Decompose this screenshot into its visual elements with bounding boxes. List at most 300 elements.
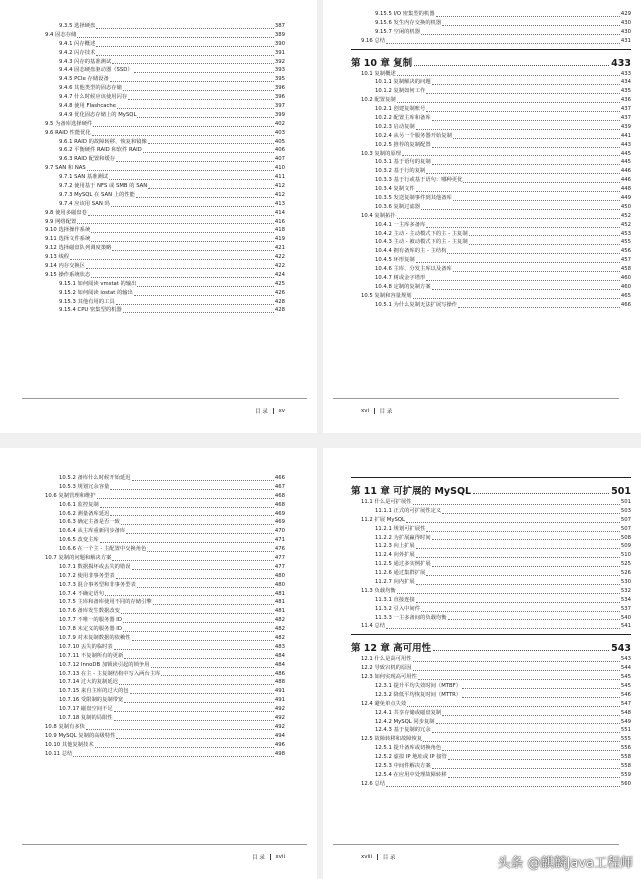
dot-leader	[426, 280, 620, 281]
toc-section-entry[interactable]	[361, 780, 631, 789]
toc-entry-page: 449	[620, 195, 631, 202]
toc-entry-page: 391	[274, 49, 285, 56]
toc-subsection-entry[interactable]	[45, 696, 285, 705]
dot-leader	[86, 729, 274, 730]
toc-entry-page: 458	[620, 266, 631, 273]
toc-subsection-entry[interactable]	[361, 28, 631, 37]
toc-subsection-entry[interactable]	[361, 605, 631, 614]
dot-leader	[100, 542, 274, 543]
dot-leader	[128, 99, 274, 100]
toc-subsection-entry[interactable]	[45, 714, 285, 723]
toc-section-entry[interactable]	[361, 516, 631, 525]
toc-subsection-entry[interactable]	[45, 501, 285, 510]
dot-leader	[416, 191, 620, 192]
toc-subsection-entry[interactable]	[361, 78, 631, 87]
footer-rule	[333, 398, 619, 399]
toc-section-entry[interactable]	[45, 741, 285, 750]
toc-entry-page: 509	[620, 543, 631, 550]
toc-subsection-entry[interactable]	[361, 569, 631, 578]
dot-leader	[137, 587, 274, 588]
dot-leader	[137, 286, 273, 287]
toc-subsection-entry[interactable]	[45, 49, 285, 58]
toc-entry-page: 387	[274, 22, 285, 29]
toc-entry-page: 492	[274, 706, 285, 713]
toc-entry-title: 第 12 章 高可用性	[351, 643, 432, 655]
toc-entry-page: 406	[274, 147, 285, 154]
toc-entry-page: 446	[620, 177, 631, 184]
toc-entry-page: 433	[620, 70, 631, 77]
toc-entry-page: 543	[611, 643, 631, 655]
dot-leader	[105, 595, 274, 596]
toc-entry-title: 10.7.14 过大的复制延迟	[59, 679, 118, 686]
toc-entry-title: 10.2.1 创建复制账号	[375, 106, 426, 113]
toc-entry-title: 9.6.1 RAID 的故障转移、恢复和镜像	[59, 138, 147, 145]
toc-entry-page: 466	[274, 474, 285, 481]
toc-entry-title: 10.7.9 对未复制数据的依赖性	[59, 635, 131, 642]
toc-subsection-entry[interactable]	[45, 102, 285, 111]
toc-section-entry[interactable]	[361, 673, 631, 682]
toc-entry-title: 11.3.2 引入中间件	[375, 605, 421, 612]
toc-subsection-entry[interactable]	[45, 634, 285, 643]
toc-subsection-entry[interactable]	[361, 691, 631, 700]
toc-subsection-entry[interactable]	[361, 709, 631, 718]
dot-leader	[436, 723, 620, 724]
dot-leader	[114, 711, 274, 712]
dot-leader	[442, 750, 620, 751]
toc-subsection-entry[interactable]	[361, 265, 631, 274]
toc-entry-title: 9.7 SAN 和 NAS	[45, 165, 86, 172]
toc-subsection-entry[interactable]	[361, 10, 631, 19]
toc-entry-title: 10.2.4 从另一个服务器开始复制	[375, 132, 452, 139]
toc-entry-page: 431	[620, 37, 631, 44]
toc-subsection-entry[interactable]	[45, 510, 285, 519]
toc-subsection-entry[interactable]	[45, 643, 285, 652]
toc-entry-title: 9.10 选择操作系统	[45, 227, 91, 234]
dot-leader	[436, 16, 620, 17]
toc-entry-title: 9.4.3 闪存的基准测试	[59, 58, 112, 65]
toc-subsection-entry[interactable]	[361, 744, 631, 753]
toc-page-4	[323, 448, 641, 879]
toc-entry-title: 11.2.5 通过多实例扩展	[375, 561, 431, 568]
toc-entry-title: 9.5 为备库选择硬件	[45, 120, 93, 127]
toc-entry-page: 411	[274, 174, 285, 181]
page-footer	[252, 853, 285, 861]
toc-entry-title: 10.10 其他复制技术	[45, 741, 94, 748]
toc-entry-title: 10.4.3 主动 - 被动模式下的主 - 主复制	[375, 239, 468, 246]
toc-entry-page: 439	[620, 123, 631, 130]
toc-entry-page: 453	[620, 230, 631, 237]
dot-leader	[421, 611, 620, 612]
toc-entry-title: 9.6.3 RAID 配置和缓存	[59, 156, 116, 163]
toc-entry-title: 11.2.4 向外扩展	[375, 552, 415, 559]
toc-entry-page: 530	[620, 579, 631, 585]
toc-subsection-entry[interactable]	[361, 682, 631, 691]
toc-entry-title: 9.4.5 PCIe 存储设备	[59, 76, 109, 83]
toc-entry-title: 9.4.1 闪存概述	[59, 40, 96, 47]
toc-section-entry[interactable]	[45, 209, 285, 218]
toc-subsection-entry[interactable]	[45, 536, 285, 545]
toc-section-entry[interactable]	[361, 37, 631, 46]
toc-entry-page: 434	[620, 79, 631, 86]
dot-leader	[130, 693, 274, 694]
toc-subsection-entry[interactable]	[45, 289, 285, 298]
toc-entry-title: 12.5.1 提升备库或切换角色	[375, 745, 442, 752]
dot-leader	[418, 679, 620, 680]
toc-subsection-entry[interactable]	[361, 176, 631, 185]
toc-entry-title: 9.4 固态存储	[45, 31, 77, 38]
toc-subsection-entry[interactable]	[361, 718, 631, 727]
toc-chapter-heading[interactable]	[351, 634, 631, 654]
toc-subsection-entry[interactable]	[361, 614, 631, 623]
toc-entry-title: 9.8 使用多磁盘卷	[45, 209, 87, 216]
toc-entry-page: 445	[620, 150, 631, 157]
dot-leader	[432, 289, 620, 290]
dot-leader	[462, 688, 620, 689]
toc-entry-page: 558	[620, 763, 631, 770]
toc-entry-page: 477	[274, 563, 285, 570]
toc-subsection-entry[interactable]	[361, 560, 631, 569]
toc-entry-page: 392	[274, 58, 285, 65]
toc-subsection-entry[interactable]	[45, 527, 285, 536]
toc-section-entry[interactable]	[361, 700, 631, 709]
footer-separator	[377, 854, 378, 860]
toc-entry-page: 484	[274, 661, 285, 668]
dot-leader	[112, 250, 273, 251]
toc-section-entry[interactable]	[45, 732, 285, 741]
toc-entry-title: 10.3.5 发送复制事件到其他备库	[375, 195, 452, 202]
toc-subsection-entry[interactable]	[361, 507, 631, 516]
toc-subsection-entry[interactable]	[45, 307, 285, 316]
dot-leader	[77, 223, 274, 224]
toc-subsection-entry[interactable]	[361, 274, 631, 283]
toc-subsection-entry[interactable]	[361, 132, 631, 141]
toc-entry-title: 12.3 如何实现高可用性	[361, 674, 417, 681]
dot-leader	[463, 182, 619, 183]
toc-entry-title: 10.7.13 在主 - 主复制结构中写入两台主库	[59, 670, 161, 677]
dot-leader	[91, 232, 274, 233]
toc-subsection-entry[interactable]	[361, 114, 631, 123]
toc-subsection-entry[interactable]	[45, 40, 285, 49]
dot-leader	[426, 575, 620, 576]
toc-section-entry[interactable]	[361, 622, 631, 631]
toc-entry-title: 10.2.5 推荐的复制配置	[375, 141, 431, 148]
toc-subsection-entry[interactable]	[361, 194, 631, 203]
toc-entry-page: 476	[274, 546, 285, 553]
toc-subsection-entry[interactable]	[361, 87, 631, 96]
toc-entry-title: 11.1 什么是可扩展性	[361, 498, 412, 505]
toc-section-entry[interactable]	[45, 235, 285, 244]
toc-subsection-entry[interactable]	[45, 705, 285, 714]
toc-list	[351, 10, 631, 310]
toc-entry-title: 12.3.2 降低平均恢复时间（MTTR）	[375, 691, 462, 698]
toc-subsection-entry[interactable]	[45, 625, 285, 634]
toc-subsection-entry[interactable]	[45, 518, 285, 527]
toc-entry-title: 10.6.4 从主库重新同步备库	[59, 528, 126, 535]
toc-subsection-entry[interactable]	[45, 66, 285, 75]
toc-entry-page: 399	[274, 111, 285, 118]
toc-entry-title: 10.7.10 丢失的临时表	[59, 643, 113, 650]
toc-entry-page: 491	[274, 688, 285, 695]
toc-section-entry[interactable]	[45, 31, 285, 40]
toc-entry-page: 477	[274, 555, 285, 561]
toc-entry-page: 507	[620, 525, 631, 532]
dot-leader	[469, 235, 620, 236]
toc-entry-page: 419	[274, 236, 285, 243]
toc-subsection-entry[interactable]	[45, 581, 285, 590]
toc-entry-page: 421	[274, 245, 285, 252]
toc-entry-title: 9.15.5 I/O 密集型的机器	[375, 10, 435, 17]
toc-entry-page: 450	[620, 203, 631, 210]
dot-leader	[448, 777, 620, 778]
toc-subsection-entry[interactable]	[361, 123, 631, 132]
toc-subsection-entry[interactable]	[45, 687, 285, 696]
toc-section-entry[interactable]	[45, 271, 285, 280]
toc-subsection-entry[interactable]	[45, 652, 285, 661]
toc-subsection-entry[interactable]	[45, 93, 285, 102]
dot-leader	[432, 84, 620, 85]
toc-entry-page: 543	[620, 656, 631, 663]
toc-subsection-entry[interactable]	[361, 238, 631, 247]
toc-section-entry[interactable]	[361, 587, 631, 596]
dot-leader	[123, 631, 274, 632]
toc-entry-page: 470	[274, 528, 285, 535]
toc-subsection-entry[interactable]	[361, 221, 631, 230]
toc-entry-page: 445	[620, 159, 631, 166]
toc-subsection-entry[interactable]	[361, 203, 631, 212]
toc-entry-page: 460	[620, 283, 631, 290]
toc-entry-page: 412	[274, 191, 285, 198]
footer-rule	[22, 398, 307, 399]
toc-subsection-entry[interactable]	[45, 22, 285, 31]
dot-leader	[148, 143, 274, 144]
toc-entry-title: 11.3.1 直接连接	[375, 596, 415, 603]
dot-leader	[432, 120, 620, 121]
toc-subsection-entry[interactable]	[45, 661, 285, 670]
toc-entry-title: 10.4.6 主库、分发主库以及备库	[375, 266, 452, 273]
toc-entry-page: 545	[620, 674, 631, 681]
toc-subsection-entry[interactable]	[45, 173, 285, 182]
toc-subsection-entry[interactable]	[45, 138, 285, 147]
toc-section-entry[interactable]	[45, 218, 285, 227]
toc-entry-title: 9.4.6 其他类型的固态存储	[59, 85, 122, 92]
toc-entry-page: 510	[620, 552, 631, 559]
toc-entry-page: 435	[620, 88, 631, 95]
toc-section-entry[interactable]	[361, 664, 631, 673]
toc-subsection-entry[interactable]	[45, 678, 285, 687]
toc-subsection-entry[interactable]	[45, 563, 285, 572]
dot-leader	[121, 613, 274, 614]
toc-subsection-entry[interactable]	[361, 185, 631, 194]
toc-entry-page: 481	[274, 590, 285, 597]
toc-section-entry[interactable]	[361, 150, 631, 159]
toc-subsection-entry[interactable]	[361, 771, 631, 780]
page-gutter-horizontal	[0, 433, 641, 448]
toc-entry-title: 12.4.2 MySQL 同步复制	[375, 718, 435, 725]
footer-label: 目 录	[255, 409, 268, 415]
toc-subsection-entry[interactable]	[361, 542, 631, 551]
toc-section-entry[interactable]	[45, 262, 285, 271]
toc-section-entry[interactable]	[45, 129, 285, 138]
toc-entry-page: 413	[274, 200, 285, 207]
dot-leader	[402, 155, 620, 156]
toc-section-entry[interactable]	[361, 292, 631, 301]
toc-entry-title: 10.4.5 环形复制	[375, 257, 415, 264]
toc-entry-page: 525	[620, 561, 631, 568]
toc-subsection-entry[interactable]	[45, 572, 285, 581]
dot-leader	[111, 206, 274, 207]
dot-leader	[110, 81, 274, 82]
toc-entry-title: 12.6 总结	[361, 780, 386, 787]
toc-entry-page: 556	[620, 745, 631, 752]
footer-separator	[270, 854, 271, 860]
toc-entry-title: 9.4.8 使用 Flashcache	[59, 103, 117, 109]
toc-subsection-entry[interactable]	[361, 762, 631, 771]
toc-subsection-entry[interactable]	[45, 58, 285, 67]
toc-subsection-entry[interactable]	[361, 525, 631, 534]
toc-subsection-entry[interactable]	[45, 483, 285, 492]
footer-rule	[22, 844, 307, 845]
toc-entry-title: 10.4.8 定制的复制方案	[375, 283, 431, 290]
toc-entry-title: 10.11 总结	[45, 750, 73, 757]
toc-section-entry[interactable]	[361, 655, 631, 664]
toc-entry-page: 433	[611, 57, 631, 69]
toc-section-entry[interactable]	[361, 498, 631, 507]
toc-chapter-heading[interactable]	[351, 49, 631, 69]
toc-subsection-entry[interactable]	[361, 534, 631, 543]
dot-leader	[143, 152, 274, 153]
toc-subsection-entry[interactable]	[361, 19, 631, 28]
toc-subsection-entry[interactable]	[45, 590, 285, 599]
toc-subsection-entry[interactable]	[361, 247, 631, 256]
toc-subsection-entry[interactable]	[45, 111, 285, 120]
toc-entry-title: 11.3 负载均衡	[361, 587, 396, 594]
toc-subsection-entry[interactable]	[361, 158, 631, 167]
watermark: 头条 @麒麟Java工程师	[497, 856, 633, 871]
toc-subsection-entry[interactable]	[361, 256, 631, 265]
toc-subsection-entry[interactable]	[361, 230, 631, 239]
toc-section-entry[interactable]	[361, 70, 631, 79]
toc-subsection-entry[interactable]	[361, 753, 631, 762]
toc-section-entry[interactable]	[361, 212, 631, 221]
dot-leader	[87, 170, 274, 171]
toc-subsection-entry[interactable]	[45, 545, 285, 554]
toc-entry-page: 390	[274, 40, 285, 47]
toc-entry-page: 436	[620, 97, 631, 104]
dot-leader	[114, 649, 274, 650]
dot-leader	[397, 102, 620, 103]
toc-entry-page: 481	[274, 599, 285, 606]
footer-separator	[374, 408, 375, 414]
toc-section-entry[interactable]	[361, 96, 631, 105]
dot-leader	[416, 262, 620, 263]
toc-entry-page: 558	[620, 754, 631, 761]
dot-leader	[386, 786, 620, 787]
dot-leader	[123, 90, 274, 91]
toc-section-entry[interactable]	[45, 120, 285, 129]
toc-subsection-entry[interactable]	[361, 726, 631, 735]
toc-chapter-heading[interactable]	[351, 477, 631, 497]
toc-subsection-entry[interactable]	[45, 146, 285, 155]
toc-entry-page: 426	[274, 289, 285, 296]
toc-subsection-entry[interactable]	[361, 596, 631, 605]
toc-entry-title: 10.7.16 受限制的复制带宽	[59, 697, 124, 704]
dot-leader	[442, 25, 620, 26]
toc-subsection-entry[interactable]	[45, 191, 285, 200]
toc-entry-title: 10.3.6 复制过滤器	[375, 203, 421, 210]
toc-section-entry[interactable]	[45, 492, 285, 501]
toc-subsection-entry[interactable]	[45, 280, 285, 289]
toc-subsection-entry[interactable]	[45, 616, 285, 625]
toc-subsection-entry[interactable]	[45, 607, 285, 616]
dot-leader	[413, 670, 620, 671]
toc-entry-page: 430	[620, 28, 631, 35]
toc-section-entry[interactable]	[45, 253, 285, 262]
toc-section-entry[interactable]	[361, 735, 631, 744]
dot-leader	[442, 513, 620, 514]
dot-leader	[416, 548, 620, 549]
toc-section-entry[interactable]	[45, 164, 285, 173]
toc-subsection-entry[interactable]	[45, 182, 285, 191]
dot-leader	[469, 244, 620, 245]
toc-subsection-entry[interactable]	[361, 105, 631, 114]
toc-subsection-entry[interactable]	[45, 670, 285, 679]
toc-entry-title: 10.1.1 复制解决的问题	[375, 79, 431, 86]
toc-entry-title: 9.7.4 应该用 SAN 吗	[59, 200, 110, 207]
toc-entry-page: 412	[274, 183, 285, 190]
dot-leader	[448, 759, 620, 760]
toc-subsection-entry[interactable]	[361, 167, 631, 176]
toc-entry-page: 437	[620, 106, 631, 113]
toc-entry-title: 9.16 总结	[361, 37, 386, 44]
toc-entry-page: 501	[611, 486, 631, 497]
toc-section-entry[interactable]	[45, 723, 285, 732]
toc-section-entry[interactable]	[45, 244, 285, 253]
toc-entry-page: 424	[274, 271, 285, 278]
toc-entry-page: 468	[274, 501, 285, 508]
toc-section-entry[interactable]	[45, 554, 285, 563]
toc-subsection-entry[interactable]	[361, 141, 631, 150]
toc-subsection-entry[interactable]	[45, 84, 285, 93]
toc-entry-title: 10.7.11 不复制所有的更新	[59, 652, 124, 659]
page-footer	[255, 407, 285, 415]
toc-entry-title: 10.6.2 测量备库延迟	[59, 510, 110, 517]
dot-leader	[416, 129, 620, 130]
dot-leader	[123, 622, 274, 623]
toc-subsection-entry[interactable]	[45, 298, 285, 307]
toc-subsection-entry[interactable]	[45, 474, 285, 483]
dot-leader	[426, 111, 620, 112]
toc-section-entry[interactable]	[45, 750, 285, 759]
toc-subsection-entry[interactable]	[45, 155, 285, 164]
toc-subsection-entry[interactable]	[361, 578, 631, 587]
toc-entry-page: 491	[274, 697, 285, 704]
toc-entry-page: 545	[620, 683, 631, 690]
toc-subsection-entry[interactable]	[45, 598, 285, 607]
toc-entry-title: 10.7.15 来自主库的过大的包	[59, 688, 129, 695]
footer-page-number: xviii	[361, 854, 373, 860]
dot-leader	[116, 578, 274, 579]
toc-subsection-entry[interactable]	[45, 200, 285, 209]
toc-subsection-entry[interactable]	[361, 551, 631, 560]
dot-leader	[397, 218, 620, 219]
dot-leader	[73, 756, 273, 757]
toc-page-2	[323, 0, 641, 433]
toc-subsection-entry[interactable]	[361, 301, 631, 310]
toc-subsection-entry[interactable]	[45, 75, 285, 84]
toc-section-entry[interactable]	[45, 226, 285, 235]
toc-entry-page: 465	[620, 292, 631, 299]
toc-subsection-entry[interactable]	[361, 283, 631, 292]
